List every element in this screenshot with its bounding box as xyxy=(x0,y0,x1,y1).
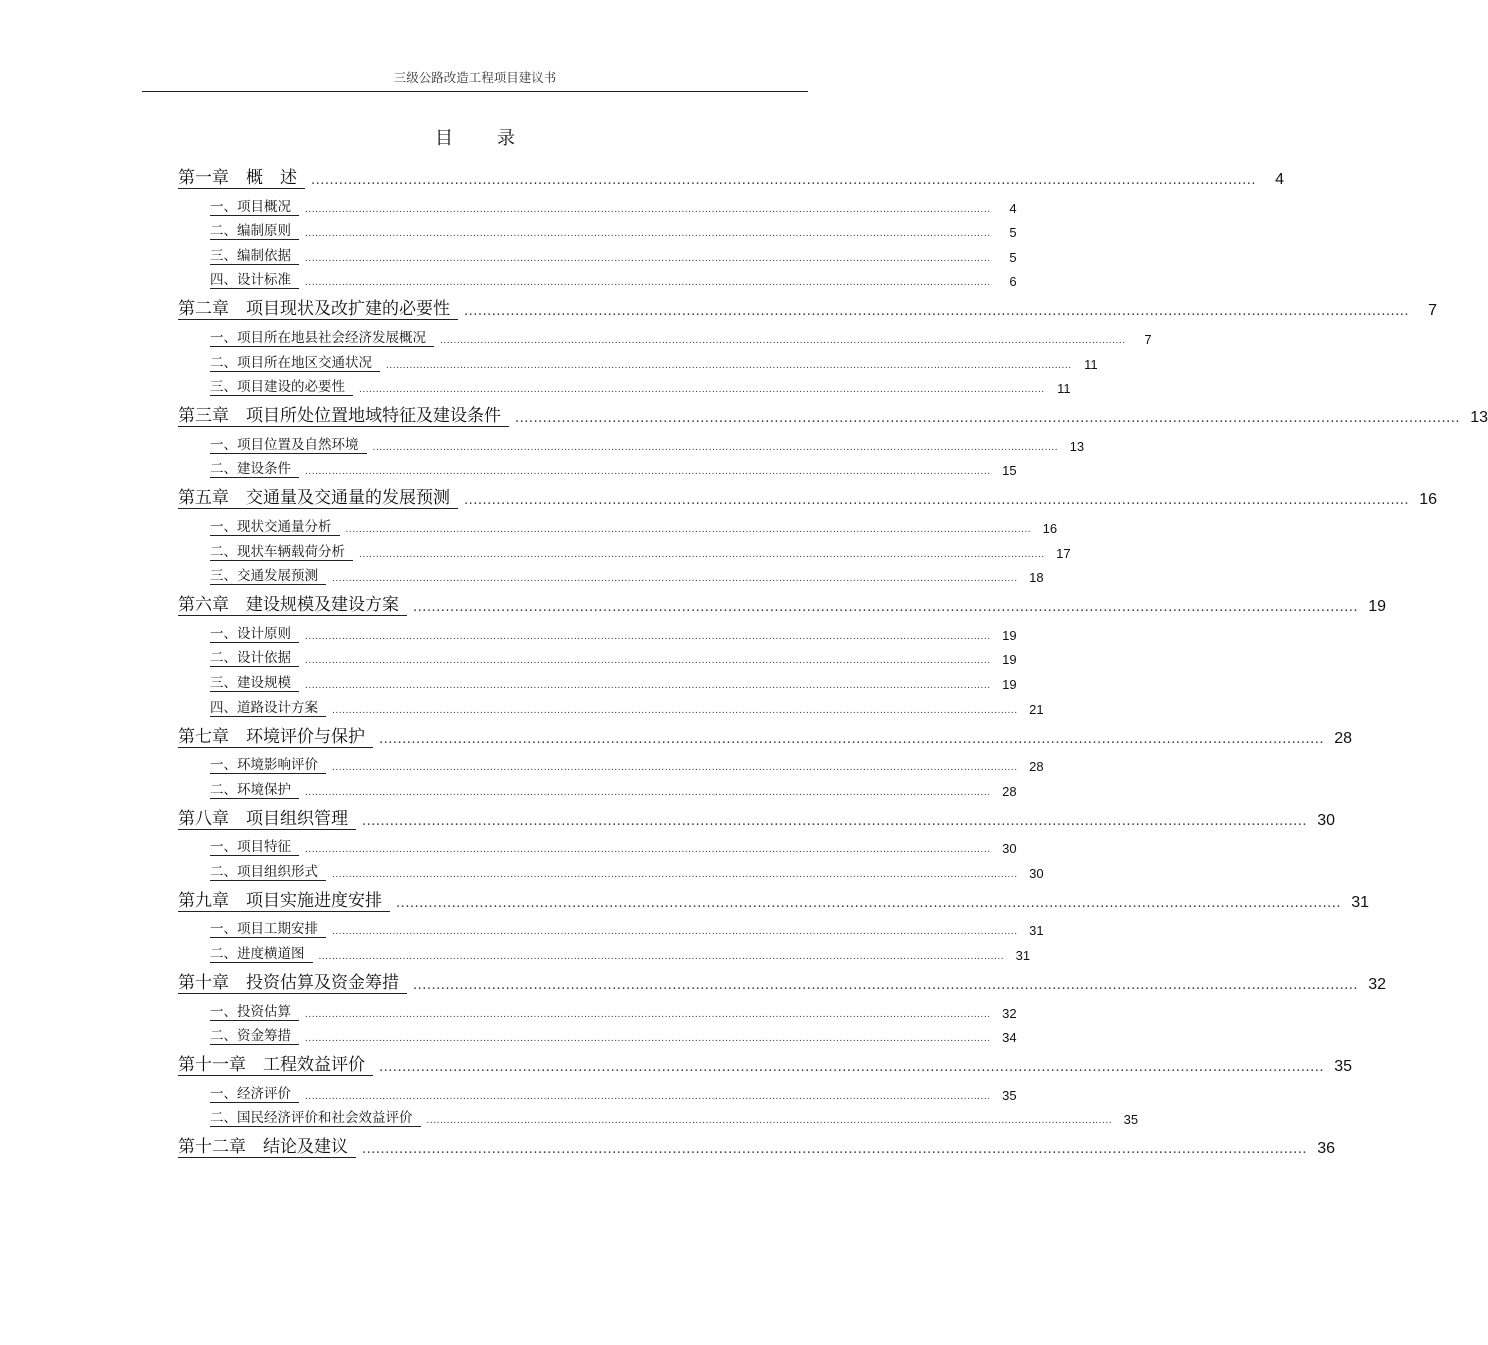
toc-chapter-entry[interactable] xyxy=(178,803,1335,830)
toc-section-list xyxy=(178,750,1044,799)
toc-section-entry[interactable] xyxy=(210,372,1071,397)
toc-chapter-entry-page-number: 31 xyxy=(1351,893,1369,911)
toc-chapter-entry[interactable] xyxy=(178,1131,1335,1158)
dot-leader: ............................................................................................................................................................................................................ xyxy=(396,895,1341,911)
toc-chapter-entry[interactable] xyxy=(178,885,1369,912)
toc-section-entry-page-number: 13 xyxy=(1069,438,1085,454)
toc-chapter-entry-page-number: 35 xyxy=(1334,1058,1352,1076)
toc-chapter-entry-page-number: 16 xyxy=(1419,491,1437,509)
toc-section-entry[interactable] xyxy=(210,1078,1017,1103)
toc-chapter-entry[interactable] xyxy=(178,721,1352,748)
toc-section-entry-label: 三、编制依据 xyxy=(210,244,299,265)
toc-section-entry-label: 二、环境保护 xyxy=(210,778,299,799)
toc-section-entry-page-number: 32 xyxy=(1002,1005,1017,1021)
dot-leader: ............................................................................................................................................................................................................ xyxy=(332,869,1018,880)
toc-chapter-entry-page-number: 36 xyxy=(1317,1140,1335,1158)
toc-section-entry-label: 一、项目位置及自然环境 xyxy=(210,433,367,454)
dot-leader: ............................................................................................................................................................................................................ xyxy=(379,1060,1324,1076)
toc-section-entry[interactable] xyxy=(210,667,1017,692)
toc-section-entry[interactable] xyxy=(210,1021,1017,1046)
toc-title: 目录 xyxy=(435,128,559,149)
toc-chapter-entry-label: 第二章 项目现状及改扩建的必要性 xyxy=(178,294,458,320)
toc-section-entry-label: 一、经济评价 xyxy=(210,1082,299,1103)
dot-leader: ............................................................................................................................................................................................................ xyxy=(464,493,1409,509)
toc-section-list xyxy=(178,618,1044,717)
toc-section-entry-label: 一、设计原则 xyxy=(210,622,299,643)
dot-leader: ............................................................................................................................................................................................................ xyxy=(379,731,1324,747)
toc-chapter-entry[interactable] xyxy=(178,589,1386,616)
toc-section-entry[interactable] xyxy=(210,750,1044,775)
toc-section-entry-label: 一、项目所在地县社会经济发展概况 xyxy=(210,326,434,347)
toc-section-entry-page-number: 11 xyxy=(1057,381,1071,397)
toc-section-entry-page-number: 7 xyxy=(1144,331,1152,347)
toc-chapter-entry-page-number: 28 xyxy=(1334,729,1352,747)
toc-section-entry-page-number: 35 xyxy=(1123,1112,1139,1128)
toc-chapter-entry-label: 第十一章 工程效益评价 xyxy=(178,1050,373,1076)
toc-section-entry-label: 一、项目特征 xyxy=(210,835,299,856)
toc-section-entry-page-number: 31 xyxy=(1015,948,1031,964)
dot-leader: ............................................................................................................................................................................................................ xyxy=(362,813,1307,829)
toc-section-entry[interactable] xyxy=(210,832,1017,857)
toc-chapter-entry-page-number: 7 xyxy=(1428,302,1437,320)
toc-chapter-entry-label: 第九章 项目实施进度安排 xyxy=(178,886,390,912)
toc-section-entry-label: 二、编制原则 xyxy=(210,219,299,240)
toc-chapter-entry-label: 第十二章 结论及建议 xyxy=(178,1132,356,1158)
toc-chapter-entry-label: 第十章 投资估算及资金筹措 xyxy=(178,968,407,994)
toc-section-entry-page-number: 30 xyxy=(1029,865,1044,881)
toc-section-entry[interactable] xyxy=(210,347,1098,372)
toc-section-entry-page-number: 6 xyxy=(1009,274,1017,290)
toc-section-entry-label: 一、项目概况 xyxy=(210,195,299,216)
toc-section-entry-label: 三、建设规模 xyxy=(210,671,299,692)
toc-section-entry[interactable] xyxy=(210,692,1044,717)
toc-section-entry[interactable] xyxy=(210,914,1044,939)
toc-section-entry-label: 二、现状车辆载荷分析 xyxy=(210,540,353,561)
dot-leader: ............................................................................................................................................................................................................ xyxy=(318,952,1005,963)
dot-leader: ............................................................................................................................................................................................................ xyxy=(305,631,991,642)
running-header: 三级公路改造工程项目建议书 xyxy=(393,70,557,85)
toc-section-entry[interactable] xyxy=(210,561,1044,586)
toc-chapter-entry-page-number: 30 xyxy=(1317,811,1335,829)
dot-leader: ............................................................................................................................................................................................................ xyxy=(305,1034,991,1045)
toc-section-entry[interactable] xyxy=(210,996,1017,1021)
dot-leader: ............................................................................................................................................................................................................ xyxy=(345,524,1032,535)
toc-section-entry-label: 二、项目所在地区交通状况 xyxy=(210,351,380,372)
toc-section-entry-page-number: 21 xyxy=(1029,701,1044,717)
toc-section-entry-page-number: 11 xyxy=(1084,356,1098,372)
toc-section-entry-page-number: 18 xyxy=(1029,570,1044,586)
dot-leader: ............................................................................................................................................................................................................ xyxy=(359,549,1045,560)
toc-chapter-entry-page-number: 32 xyxy=(1368,976,1386,994)
toc-section-entry-page-number: 16 xyxy=(1042,520,1058,536)
toc-section-entry-page-number: 34 xyxy=(1002,1030,1017,1046)
toc-section-entry-page-number: 5 xyxy=(1009,249,1017,265)
toc-section-entry[interactable] xyxy=(210,938,1031,964)
toc-section-entry[interactable] xyxy=(210,643,1017,668)
toc-section-entry[interactable] xyxy=(210,429,1085,454)
toc-section-entry[interactable] xyxy=(210,454,1017,479)
dot-leader: ............................................................................................................................................................................................................ xyxy=(332,763,1018,774)
toc-section-entry[interactable] xyxy=(210,536,1071,561)
dot-leader: ............................................................................................................................................................................................................ xyxy=(464,304,1409,320)
dot-leader: ............................................................................................................................................................................................................ xyxy=(305,467,991,478)
toc-section-list xyxy=(178,191,1017,290)
header-rule xyxy=(142,91,808,92)
toc-chapter-entry-label: 第一章 概 述 xyxy=(178,163,305,189)
toc-section-entry-label: 四、道路设计方案 xyxy=(210,696,326,717)
toc-section-entry-page-number: 19 xyxy=(1002,676,1017,692)
toc-chapter-entry[interactable] xyxy=(178,967,1386,994)
toc-section-entry-label: 一、现状交通量分析 xyxy=(210,515,340,536)
dot-leader: ............................................................................................................................................................................................................ xyxy=(305,680,991,691)
toc-section-entry[interactable] xyxy=(210,191,1017,216)
toc-section-entry-page-number: 28 xyxy=(1029,759,1044,775)
dot-leader: ............................................................................................................................................................................................................ xyxy=(305,253,991,264)
table-of-contents xyxy=(178,158,1488,1158)
dot-leader: ............................................................................................................................................................................................................ xyxy=(305,1009,991,1020)
toc-section-entry-label: 二、项目组织形式 xyxy=(210,860,326,881)
toc-section-entry-page-number: 4 xyxy=(1009,200,1017,216)
dot-leader: ............................................................................................................................................................................................................ xyxy=(305,278,991,289)
dot-leader: ............................................................................................................................................................................................................ xyxy=(305,1091,991,1102)
toc-chapter-entry[interactable] xyxy=(178,1049,1352,1076)
toc-chapter-entry[interactable] xyxy=(178,162,1284,189)
dot-leader: ............................................................................................................................................................................................................ xyxy=(305,656,991,667)
toc-section-entry-label: 二、进度横道图 xyxy=(210,942,313,963)
dot-leader: ............................................................................................................................................................................................................ xyxy=(426,1116,1113,1127)
toc-chapter-entry[interactable] xyxy=(178,293,1437,320)
toc-section-entry[interactable] xyxy=(210,265,1017,290)
toc-section-entry-label: 二、建设条件 xyxy=(210,457,299,478)
toc-section-entry-label: 二、设计依据 xyxy=(210,646,299,667)
toc-section-entry-page-number: 15 xyxy=(1002,463,1017,479)
toc-section-entry-page-number: 19 xyxy=(1002,627,1017,643)
dot-leader: ............................................................................................................................................................................................................ xyxy=(305,204,991,215)
toc-section-entry[interactable] xyxy=(210,240,1017,265)
toc-section-entry-label: 三、项目建设的必要性 xyxy=(210,375,353,396)
toc-section-entry-label: 一、环境影响评价 xyxy=(210,753,326,774)
toc-section-entry[interactable] xyxy=(210,856,1044,881)
toc-chapter-entry-label: 第七章 环境评价与保护 xyxy=(178,722,373,748)
toc-section-entry[interactable] xyxy=(210,774,1017,799)
dot-leader: ............................................................................................................................................................................................................ xyxy=(305,845,991,856)
toc-section-list xyxy=(178,511,1071,586)
toc-chapter-entry-label: 第八章 项目组织管理 xyxy=(178,804,356,830)
dot-leader: ............................................................................................................................................................................................................ xyxy=(332,574,1018,585)
toc-chapter-entry[interactable] xyxy=(178,482,1437,509)
toc-chapter-entry-page-number: 13 xyxy=(1470,409,1488,427)
dot-leader: ............................................................................................................................................................................................................ xyxy=(311,173,1256,188)
dot-leader: ............................................................................................................................................................................................................ xyxy=(413,600,1358,616)
toc-chapter-entry-label: 第五章 交通量及交通量的发展预测 xyxy=(178,483,458,509)
dot-leader: ............................................................................................................................................................................................................ xyxy=(515,411,1460,427)
dot-leader: ............................................................................................................................................................................................................ xyxy=(305,787,991,798)
dot-leader: ............................................................................................................................................................................................................ xyxy=(332,705,1018,716)
dot-leader: ............................................................................................................................................................................................................ xyxy=(359,385,1045,396)
dot-leader: ............................................................................................................................................................................................................ xyxy=(305,229,991,240)
dot-leader: ............................................................................................................................................................................................................ xyxy=(386,360,1072,371)
toc-section-entry-page-number: 31 xyxy=(1029,923,1044,939)
toc-section-entry-page-number: 28 xyxy=(1002,783,1017,799)
toc-section-entry-page-number: 19 xyxy=(1002,652,1017,668)
toc-section-entry[interactable] xyxy=(210,1103,1139,1128)
dot-leader: ............................................................................................................................................................................................................ xyxy=(332,927,1018,938)
dot-leader: ............................................................................................................................................................................................................ xyxy=(372,442,1059,453)
toc-section-entry[interactable] xyxy=(210,216,1017,241)
dot-leader: ............................................................................................................................................................................................................ xyxy=(362,1142,1307,1158)
toc-section-list xyxy=(178,914,1044,964)
toc-section-entry-label: 四、设计标准 xyxy=(210,268,299,289)
toc-section-list xyxy=(178,996,1017,1046)
toc-section-entry-page-number: 35 xyxy=(1002,1087,1017,1103)
toc-section-list xyxy=(178,429,1085,479)
toc-section-entry-label: 二、资金筹措 xyxy=(210,1024,299,1045)
toc-chapter-entry-label: 第三章 项目所处位置地域特征及建设条件 xyxy=(178,401,509,427)
toc-section-entry-page-number: 17 xyxy=(1056,545,1071,561)
toc-section-list xyxy=(178,1078,1139,1128)
toc-section-list xyxy=(178,322,1152,397)
toc-section-list xyxy=(178,832,1044,881)
dot-leader: ............................................................................................................................................................................................................ xyxy=(413,978,1358,994)
toc-section-entry[interactable] xyxy=(210,511,1058,536)
toc-section-entry-label: 三、交通发展预测 xyxy=(210,564,326,585)
toc-section-entry-page-number: 30 xyxy=(1002,841,1017,857)
toc-section-entry-label: 一、项目工期安排 xyxy=(210,917,326,938)
toc-section-entry[interactable] xyxy=(210,322,1152,347)
toc-section-entry-label: 一、投资估算 xyxy=(210,1000,299,1021)
toc-section-entry-page-number: 5 xyxy=(1009,225,1017,241)
toc-section-entry-label: 二、国民经济评价和社会效益评价 xyxy=(210,1106,421,1127)
toc-chapter-entry-page-number: 19 xyxy=(1368,598,1386,616)
toc-section-entry[interactable] xyxy=(210,618,1017,643)
dot-leader: ............................................................................................................................................................................................................ xyxy=(440,335,1126,346)
toc-chapter-entry-page-number: 4 xyxy=(1275,171,1284,188)
toc-chapter-entry[interactable] xyxy=(178,400,1488,427)
toc-chapter-entry-label: 第六章 建设规模及建设方案 xyxy=(178,590,407,616)
